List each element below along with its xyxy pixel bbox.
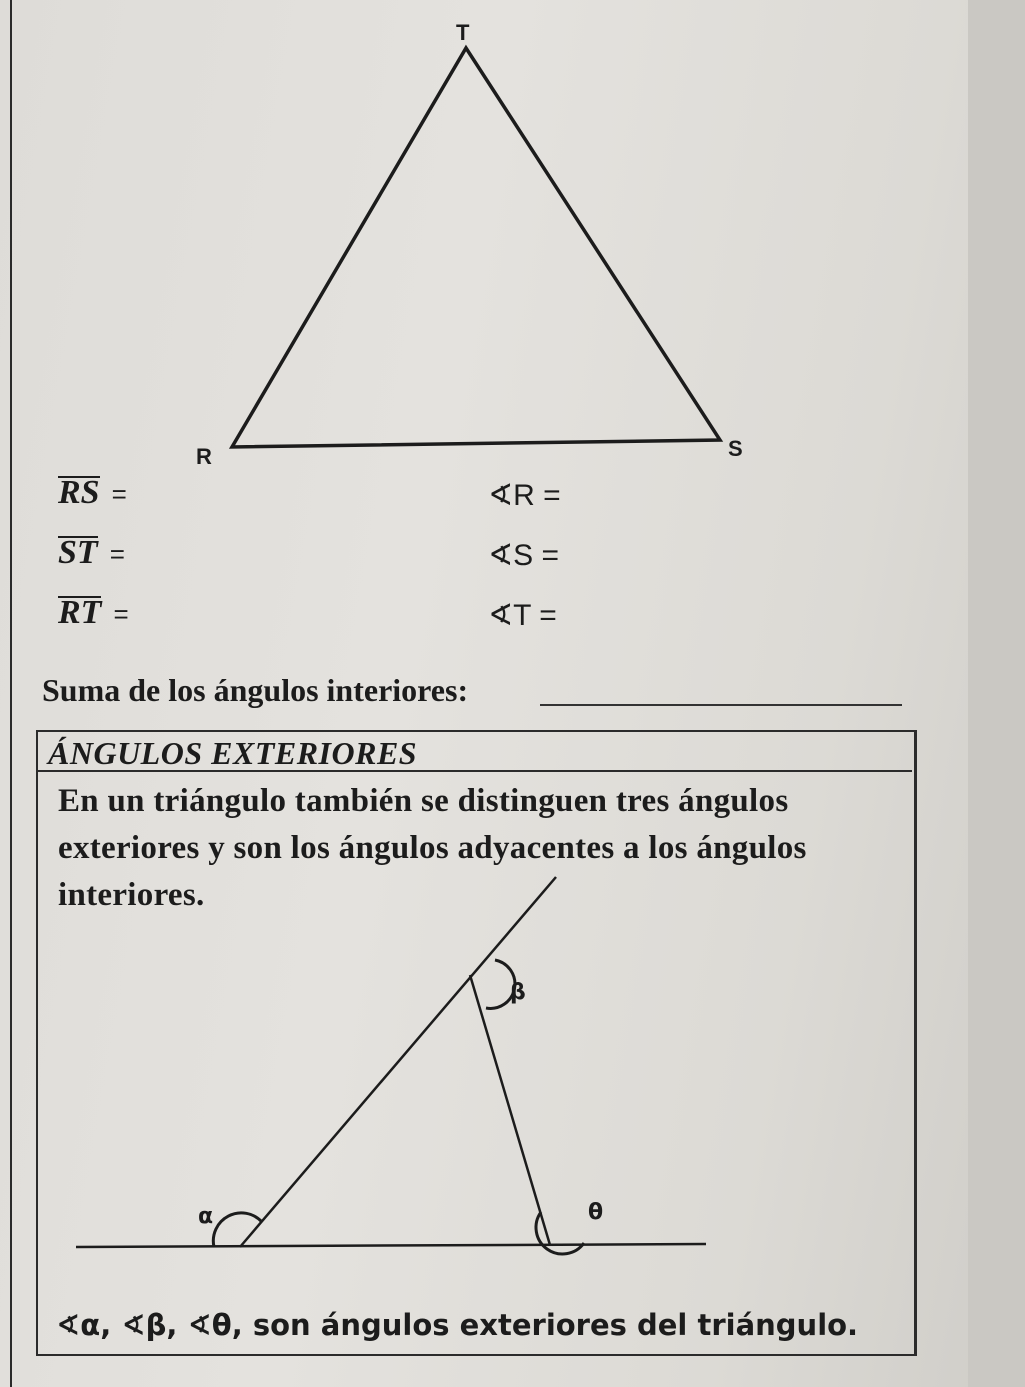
- segment-st: [58, 534, 125, 572]
- section-paragraph: En un triángulo también se distinguen tres ángulos exteriores y son los ángulos adyacentes a los ángulos interiores.: [58, 783, 807, 913]
- theta-label: θ: [588, 1200, 604, 1225]
- vertex-label-s: S: [728, 436, 743, 461]
- segment-st-equals: =: [109, 539, 125, 569]
- sum-interior-angles-label: Suma de los ángulos interiores:: [42, 672, 469, 708]
- segment-rt-label: RT: [58, 594, 102, 631]
- triangle-rst: [232, 48, 720, 447]
- beta-label: β: [510, 980, 526, 1005]
- segment-rt: [58, 594, 129, 632]
- segment-st-label: ST: [58, 534, 98, 571]
- section-title: ÁNGULOS EXTERIORES: [48, 735, 418, 771]
- vertex-label-t: T: [456, 20, 470, 45]
- segment-rt-equals: =: [113, 599, 129, 629]
- angle-r: ∢R =: [488, 479, 561, 512]
- segment-rs-equals: =: [111, 479, 127, 509]
- vertex-label-r: R: [196, 444, 212, 469]
- angle-t: ∢T =: [488, 599, 557, 632]
- answer-blank-line: [540, 704, 902, 706]
- segment-rs: [58, 474, 127, 512]
- alpha-label: α: [198, 1204, 214, 1229]
- segment-rs-label: RS: [58, 474, 100, 511]
- figure-caption: ∢α, ∢β, ∢θ, son ángulos exteriores del triángulo.: [56, 1308, 859, 1342]
- angle-s: ∢S =: [488, 539, 560, 572]
